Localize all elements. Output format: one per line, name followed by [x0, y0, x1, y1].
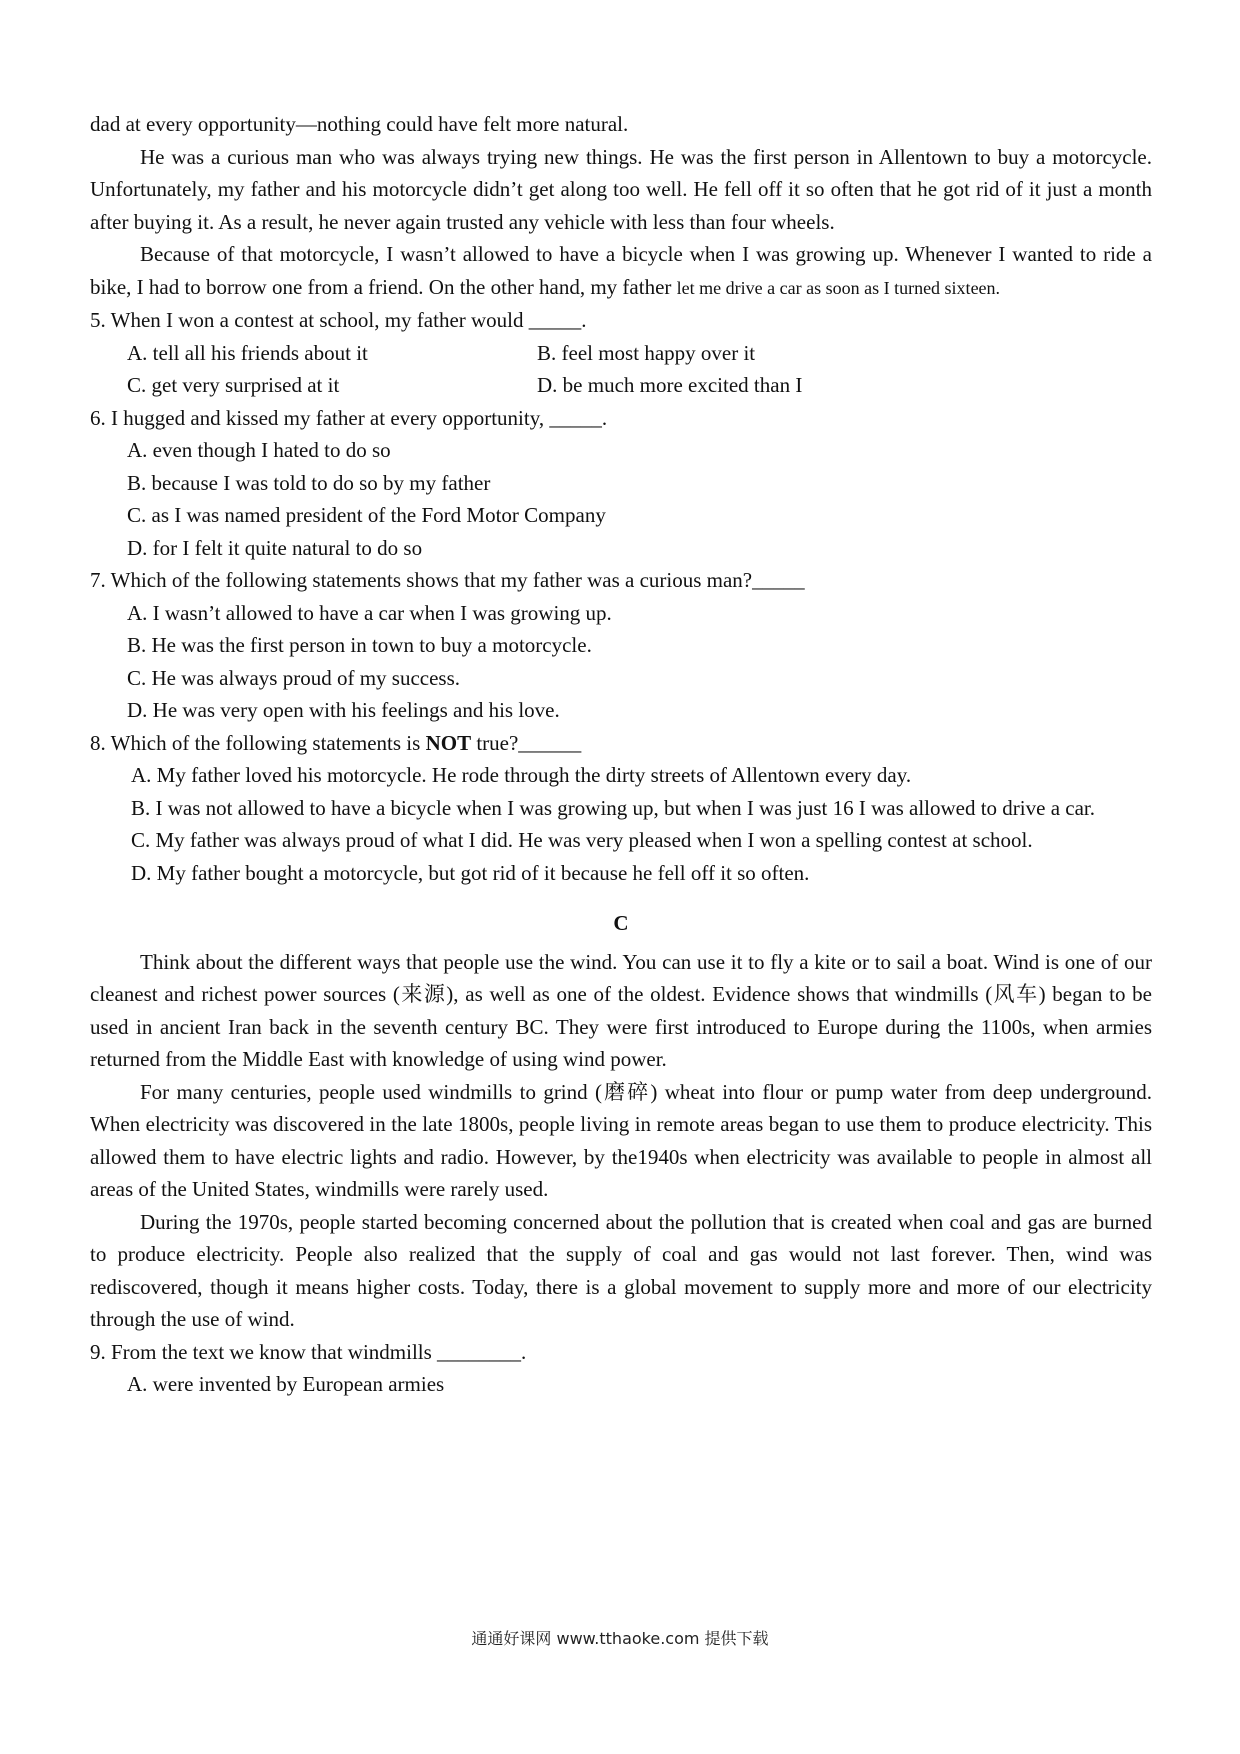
question-8-stem-post: true?______: [471, 730, 582, 755]
question-8-stem-pre: 8. Which of the following statements is: [90, 730, 426, 755]
question-8-option-b: B. I was not allowed to have a bicycle when I was growing up, but when I was just 16 I was allowed to drive a car.: [131, 795, 1096, 820]
question-8-stem: [90, 727, 1152, 760]
question-5-options-row-1: [90, 337, 1152, 370]
section-c-paragraph-2: For many centuries, people used windmills to grind (磨碎) wheat into flour or pump water from deep underground. When electricity was discovered in the late 1800s, people living in remote areas began to use them to produce electricity. This allowed them to have electric lights and radio. However, by the1940s when electricity was available to people in almost all areas of the United States, windmills were rarely used.: [90, 1079, 1152, 1201]
question-7-option-b: B. He was the first person in town to buy a motorcycle.: [127, 633, 592, 657]
passage-b-paragraph-1: dad at every opportunity—nothing could have felt more natural.: [90, 112, 629, 136]
question-5-option-b: B. feel most happy over it: [537, 340, 756, 365]
passage-b-paragraph-3: [90, 238, 1152, 304]
question-7-option-c: C. He was always proud of my success.: [127, 665, 461, 690]
question-9-option-a: A. were invented by European armies: [127, 1372, 445, 1396]
question-8-option-a: A. My father loved his motorcycle. He rode through the dirty streets of Allentown every day.: [131, 763, 912, 787]
question-7-option-d: D. He was very open with his feelings and his love.: [127, 698, 560, 722]
question-6-option-d: D. for I felt it quite natural to do so: [127, 535, 423, 560]
question-6-option-c: C. as I was named president of the Ford Motor Company: [127, 503, 606, 527]
question-8-stem-bold: NOT: [425, 730, 472, 755]
question-5-option-a: A. tell all his friends about it: [127, 340, 368, 365]
question-6-option-a: A. even though I hated to do so: [127, 438, 391, 462]
question-7-stem: 7. Which of the following statements shows that my father was a curious man?_____: [90, 568, 805, 592]
exam-page: [90, 108, 1152, 1401]
question-7-option-a: A. I wasn’t allowed to have a car when I was growing up.: [127, 600, 612, 625]
passage-b-paragraph-3-small: let me drive a car as soon as I turned sixteen.: [676, 277, 1001, 298]
question-5-option-c: C. get very surprised at it: [127, 373, 340, 397]
page-footer: 通通好课网 www.tthaoke.com 提供下载: [471, 1629, 769, 1648]
question-5-options-row-2: [90, 369, 1152, 402]
question-8-option-d: D. My father bought a motorcycle, but got rid of it because he fell off it so often.: [131, 860, 810, 885]
passage-b-paragraph-3-main: Because of that motorcycle, I wasn’t allowed to have a bicycle when I was growing up. Whenever I wanted to ride a bike, I had to borrow one from a friend. On the other hand, my father: [90, 242, 1152, 299]
question-6-stem: 6. I hugged and kissed my father at every opportunity, _____.: [90, 405, 608, 430]
question-6-option-b: B. because I was told to do so by my father: [127, 470, 491, 495]
question-8-option-c: C. My father was always proud of what I did. He was very pleased when I won a spelling contest at school.: [131, 828, 1033, 852]
section-c-title: C: [613, 911, 629, 935]
question-5-stem: 5. When I won a contest at school, my father would _____.: [90, 308, 587, 332]
section-c-paragraph-1: Think about the different ways that people use the wind. You can use it to fly a kite or to sail a boat. Wind is one of our cleanest and richest power sources (来源), as well as one of the oldest. Evidence shows that windmills (风车) began to be used in ancient Iran back in the seventh century BC. They were first introduced to Europe during the 1100s, when armies returned from the Middle East with knowledge of using wind power.: [90, 949, 1152, 1071]
section-c-paragraph-3: During the 1970s, people started becoming concerned about the pollution that is created when coal and gas are burned to produce electricity. People also realized that the supply of coal and gas would not last forever. Then, wind was rediscovered, though it means higher costs. Today, there is a global movement to supply more and more of our electricity through the use of wind.: [90, 1209, 1152, 1331]
passage-b-paragraph-2: He was a curious man who was always trying new things. He was the first person in Allentown to buy a motorcycle. Unfortunately, my father and his motorcycle didn’t get along too well. He fell off it so often that he got rid of it just a month after buying it. As a result, he never again trusted any vehicle with less than four wheels.: [90, 144, 1152, 234]
question-5-option-d: D. be much more excited than I: [537, 373, 803, 397]
question-9-stem: 9. From the text we know that windmills ________.: [90, 1339, 527, 1364]
